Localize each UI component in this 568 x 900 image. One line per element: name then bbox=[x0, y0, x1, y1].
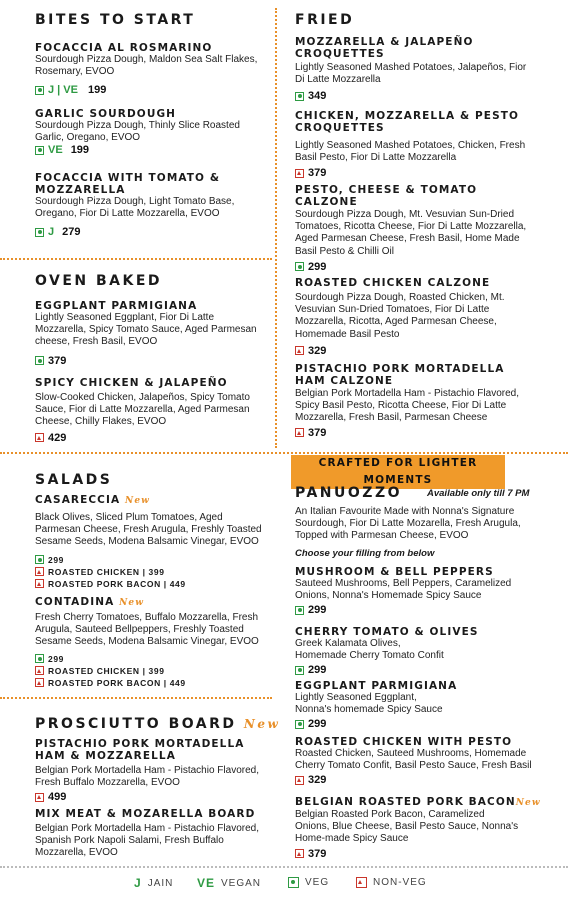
diet-tags: J | VE bbox=[48, 84, 78, 97]
legend-label: VEGAN bbox=[221, 877, 262, 889]
nonveg-icon bbox=[35, 666, 44, 675]
menu-item bbox=[35, 596, 265, 688]
divider-bites-oven bbox=[0, 258, 272, 260]
diet-tags: VE bbox=[48, 144, 63, 157]
item-desc: Sourdough Pizza Dough, Mt. Vesuvian Sun-Dried Tomatoes, Ricotta Cheese, Fior Di Latte Mozzarella, Aged Parmesan Cheese, Fresh Basil, Home Made Basil Pesto & Chilli Oil bbox=[295, 209, 527, 257]
item-price: 279 bbox=[62, 226, 81, 239]
menu-item bbox=[35, 42, 263, 96]
addon-price: ROASTED PORK BACON | 449 bbox=[48, 677, 186, 688]
new-badge: New bbox=[243, 717, 281, 731]
menu-item bbox=[35, 738, 265, 803]
legend-veg bbox=[288, 877, 329, 888]
menu-item bbox=[295, 566, 535, 616]
menu-item bbox=[35, 108, 263, 156]
item-name: EGGPLANT PARMIGIANA bbox=[35, 300, 198, 312]
legend-label: NON-VEG bbox=[373, 877, 427, 888]
menu-item bbox=[295, 36, 527, 102]
item-desc: Fresh Cherry Tomatoes, Buffalo Mozzarella, Fresh Arugula, Sauteed Bellpeppers, Freshly Toasted Sesame Seeds, Modena Balsamic Vinegar, EVOO bbox=[35, 612, 259, 648]
addon-price: ROASTED CHICKEN | 399 bbox=[48, 566, 165, 577]
divider-oven-salads bbox=[0, 452, 568, 454]
section-title-bites: BITES TO START bbox=[35, 12, 196, 28]
item-name: PISTACHIO PORK MORTADELLA HAM CALZONE bbox=[295, 363, 505, 387]
item-price: 199 bbox=[70, 144, 90, 157]
item-price: 379 bbox=[308, 426, 327, 439]
choose-filling-note: Choose your filling from below bbox=[295, 548, 435, 559]
menu-item bbox=[35, 808, 265, 860]
menu-item bbox=[295, 680, 535, 730]
nonveg-icon bbox=[35, 579, 44, 588]
legend-nonveg bbox=[356, 877, 427, 888]
item-name: CONTADINA New bbox=[35, 596, 145, 608]
nonveg-icon bbox=[35, 678, 44, 687]
menu-item bbox=[35, 494, 265, 589]
item-price: 299 bbox=[308, 718, 327, 731]
item-name: CHICKEN, MOZZARELLA & PESTO CROQUETTES bbox=[295, 110, 520, 134]
veg-icon bbox=[295, 720, 304, 729]
item-desc: Lightly Seasoned Mashed Potatoes, Jalapeños, Fior Di Latte Mozzarella bbox=[295, 62, 527, 86]
item-name: ROASTED CHICKEN WITH PESTO bbox=[295, 736, 513, 748]
item-name: SPICY CHICKEN & JALAPEÑO bbox=[35, 377, 228, 389]
section-title-panuozzo: PANUOZZO bbox=[295, 485, 403, 501]
item-name: MUSHROOM & BELL PEPPERS bbox=[295, 566, 494, 578]
diet-tags: J bbox=[48, 226, 55, 239]
item-price: 299 bbox=[308, 664, 327, 677]
section-title-oven: OVEN BAKED bbox=[35, 273, 163, 289]
item-price: 379 bbox=[308, 847, 327, 860]
availability-note: Available only till 7 PM bbox=[427, 488, 530, 499]
nonveg-icon bbox=[295, 169, 304, 178]
legend-label: JAIN bbox=[147, 877, 174, 889]
item-price: 299 bbox=[308, 260, 327, 273]
item-desc: Belgian Pork Mortadella Ham - Pistachio Flavored, Spicy Basil Pesto, Ricotta Cheese, Fior Di Latte Mozzarella, Fresh Basil, Parmesan Cheese bbox=[295, 388, 519, 424]
menu-item bbox=[295, 796, 541, 860]
item-price: 299 bbox=[308, 604, 327, 617]
item-desc: Black Olives, Sliced Plum Tomatoes, Aged Parmesan Cheese, Fresh Arugula, Freshly Toasted Sesame Seeds, Modena Balsamic Vinegar, EVOO bbox=[35, 512, 262, 548]
item-price: 329 bbox=[308, 774, 327, 787]
menu-item bbox=[35, 377, 263, 444]
menu-item bbox=[295, 184, 527, 273]
item-desc: Slow-Cooked Chicken, Jalapeños, Spicy Tomato Sauce, Fior di Latte Mozzarella, Aged Parmesan Cheese, Chilly Flakes, EVOO bbox=[35, 392, 250, 428]
item-desc: Lightly Seasoned Eggplant, Nonna's homemade Spicy Sauce bbox=[295, 692, 443, 716]
divider-salads-board bbox=[0, 697, 272, 699]
new-badge: New bbox=[515, 798, 541, 808]
item-price: 299 bbox=[48, 653, 64, 664]
item-desc: Roasted Chicken, Sauteed Mushrooms, Homemade Cherry Tomato Confit, Basil Pesto Sauce, Fresh Basil bbox=[295, 748, 532, 772]
menu-item bbox=[295, 277, 527, 357]
menu-item bbox=[35, 300, 263, 367]
nonveg-icon bbox=[295, 428, 304, 437]
menu-item bbox=[295, 626, 535, 676]
item-desc: Greek Kalamata Olives, Homemade Cherry Tomato Confit bbox=[295, 638, 444, 662]
item-desc: Lightly Seasoned Mashed Potatoes, Chicken, Fresh Basil Pesto, Fior Di Latte Mozzarella bbox=[295, 140, 526, 164]
legend-jain bbox=[134, 876, 173, 890]
item-price: 329 bbox=[308, 344, 327, 357]
panuozzo-desc: An Italian Favourite Made with Nonna's Signature Sourdough, Fior Di Latte Mozarella, Fresh Arugula, Topped with Parmesan Cheese, EVOO bbox=[295, 506, 521, 542]
new-badge: New bbox=[119, 598, 145, 608]
section-title-board: PROSCIUTTO BOARD New bbox=[35, 716, 281, 732]
addon-price: ROASTED CHICKEN | 399 bbox=[48, 665, 165, 676]
item-desc: Sourdough Pizza Dough, Light Tomato Base, Oregano, Fior Di Latte Mozzarella, EVOO bbox=[35, 196, 235, 220]
item-price: 349 bbox=[308, 90, 327, 103]
menu-item bbox=[295, 110, 527, 179]
veg-icon bbox=[295, 92, 304, 101]
item-desc: Sourdough Pizza Dough, Roasted Chicken, Mt. Vesuvian Sun-Dried Tomatoes, Fior Di Latte Mozzarella, Ricotta, Aged Parmesan Cheese, Homemade Basil Pesto bbox=[295, 292, 505, 340]
item-desc: Belgian Pork Mortadella Ham - Pistachio Flavored, Fresh Buffalo Mozzarella, EVOO bbox=[35, 765, 259, 789]
item-name: MOZZARELLA & JALAPEÑO CROQUETTES bbox=[295, 36, 474, 60]
item-name: CASARECCIA New bbox=[35, 494, 151, 506]
veg-icon bbox=[35, 654, 44, 663]
legend-vegan bbox=[197, 876, 261, 890]
item-name: ROASTED CHICKEN CALZONE bbox=[295, 277, 491, 289]
item-name: GARLIC SOURDOUGH bbox=[35, 108, 177, 120]
item-desc: Belgian Pork Mortadella Ham - Pistachio Flavored, Spanish Pork Napoli Salami, Fresh Buffalo Mozzarella, EVOO bbox=[35, 823, 259, 859]
nonveg-icon bbox=[35, 567, 44, 576]
item-name: FOCACCIA WITH TOMATO & MOZZARELLA bbox=[35, 172, 221, 196]
veg-icon bbox=[35, 86, 44, 95]
nonveg-icon bbox=[295, 849, 304, 858]
veg-icon bbox=[295, 262, 304, 271]
item-desc: Sourdough Pizza Dough, Maldon Sea Salt Flakes, Rosemary, EVOO bbox=[35, 54, 258, 78]
item-price: 299 bbox=[48, 554, 64, 565]
veg-icon bbox=[35, 356, 44, 365]
veg-icon bbox=[295, 666, 304, 675]
nonveg-icon bbox=[35, 433, 44, 442]
jain-mark: J bbox=[134, 876, 142, 890]
new-badge: New bbox=[125, 496, 151, 506]
nonveg-icon bbox=[295, 776, 304, 785]
veg-icon bbox=[35, 146, 44, 155]
item-desc: Belgian Roasted Pork Bacon, Caramelized Onions, Blue Cheese, Basil Pesto Sauce, Nonna's Home-made Spicy Sauce bbox=[295, 809, 519, 845]
menu-item bbox=[295, 363, 527, 439]
veg-icon bbox=[295, 606, 304, 615]
nonveg-icon bbox=[295, 346, 304, 355]
addon-price: ROASTED PORK BACON | 449 bbox=[48, 578, 186, 589]
item-name: BELGIAN ROASTED PORK BACONNew bbox=[295, 796, 541, 808]
item-price: 379 bbox=[308, 167, 327, 180]
item-price: 429 bbox=[48, 431, 67, 444]
item-price: 199 bbox=[87, 84, 107, 97]
section-title-fried: FRIED bbox=[295, 12, 355, 28]
item-desc: Sourdough Pizza Dough, Thinly Slice Roasted Garlic, Oregano, EVOO bbox=[35, 120, 240, 144]
legend-label: VEG bbox=[305, 877, 330, 888]
menu-item bbox=[35, 172, 263, 238]
menu-item bbox=[295, 736, 535, 786]
veg-icon bbox=[35, 228, 44, 237]
section-title-salads: SALADS bbox=[35, 472, 113, 488]
item-name: EGGPLANT PARMIGIANA bbox=[295, 680, 458, 692]
item-name: PESTO, CHEESE & TOMATO CALZONE bbox=[295, 184, 478, 208]
nonveg-icon bbox=[35, 793, 44, 802]
item-price: 499 bbox=[48, 791, 67, 804]
divider-footer bbox=[0, 866, 568, 868]
item-name: CHERRY TOMATO & OLIVES bbox=[295, 626, 479, 638]
item-name: MIX MEAT & MOZARELLA BOARD bbox=[35, 808, 256, 820]
vegan-mark: VE bbox=[197, 876, 216, 890]
column-divider bbox=[275, 8, 277, 448]
item-name: PISTACHIO PORK MORTADELLA HAM & MOZZARELLA bbox=[35, 738, 245, 762]
item-desc: Sauteed Mushrooms, Bell Peppers, Caramelized Onions, Nonna's Homemade Spicy Sauce bbox=[295, 578, 512, 602]
veg-icon bbox=[288, 877, 299, 888]
item-desc: Lightly Seasoned Eggplant, Fior Di Latte Mozzarella, Spicy Tomato Sauce, Aged Parmesan cheese, Fresh Basil, EVOO bbox=[35, 312, 257, 348]
item-name: FOCACCIA AL ROSMARINO bbox=[35, 42, 213, 54]
lighter-moments-banner: CRAFTED FOR LIGHTER MOMENTS bbox=[291, 455, 505, 489]
item-price: 379 bbox=[48, 354, 67, 367]
nonveg-icon bbox=[356, 877, 367, 888]
veg-icon bbox=[35, 555, 44, 564]
